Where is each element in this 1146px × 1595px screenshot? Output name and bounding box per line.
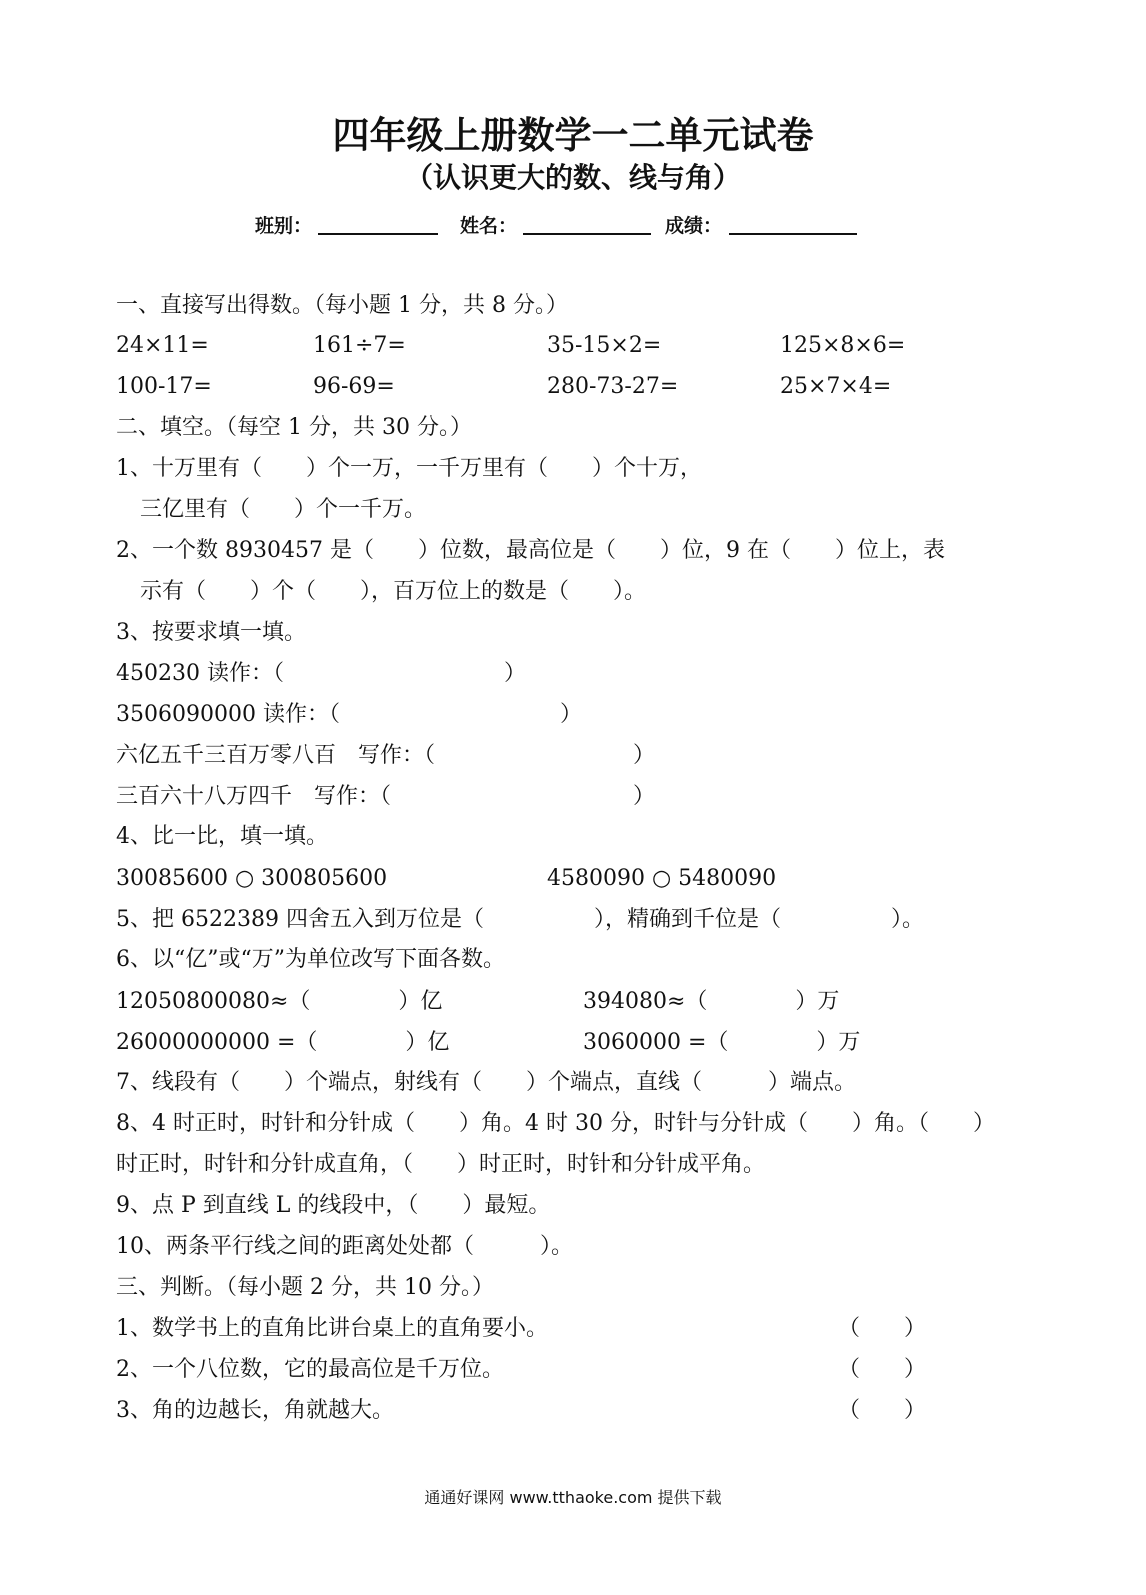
question-3-item-c: 六亿五千三百万零八百 写作：（ ）: [116, 743, 656, 768]
class-field[interactable]: [318, 233, 438, 235]
question-4-item-a: 30085600 ○ 300805600: [116, 866, 388, 891]
footer-credit: 通通好课网 www.tthaoke.com 提供下载: [424, 1488, 722, 1507]
section-1-heading: 一、直接写出得数。（每小题 1 分，共 8 分。）: [116, 293, 568, 318]
question-4: 4、比一比，填一填。: [116, 824, 328, 849]
page-subtitle: （认识更大的数、线与角）: [404, 161, 741, 194]
question-6: 6、以“亿”或“万”为单位改写下面各数。: [116, 947, 505, 972]
calc-item: 25×7×4=: [780, 374, 892, 399]
section-3-heading: 三、判断。（每小题 2 分，共 10 分。）: [116, 1275, 494, 1300]
calc-item: 24×11=: [116, 333, 209, 358]
name-label: 姓名：: [460, 215, 518, 237]
calc-item: 161÷7=: [313, 333, 406, 358]
section-2-heading: 二、填空。（每空 1 分，共 30 分。）: [116, 415, 472, 440]
question-2-line-2: 示有（ ）个（ ），百万位上的数是（ ）。: [140, 579, 647, 604]
calc-item: 35-15×2=: [547, 333, 662, 358]
calc-item: 280-73-27=: [547, 374, 679, 399]
calc-item: 96-69=: [313, 374, 395, 399]
question-6-item-c: 26000000000 =（ ）亿: [116, 1030, 450, 1055]
judge-answer-blank[interactable]: （ ）: [838, 1398, 927, 1423]
question-3-item-d: 三百六十八万四千 写作：（ ）: [116, 784, 656, 809]
calc-item: 100-17=: [116, 374, 212, 399]
score-field[interactable]: [729, 233, 857, 235]
judge-answer-blank[interactable]: （ ）: [838, 1316, 927, 1341]
question-6-item-b: 394080≈（ ）万: [583, 989, 840, 1014]
judge-item: 3、角的边越长，角就越大。: [116, 1398, 394, 1423]
question-8-line-2: 时正时，时针和分针成直角，（ ）时正时，时针和分针成平角。: [116, 1152, 766, 1177]
question-3-item-b: 3506090000 读作：（ ）: [116, 702, 582, 727]
question-10: 10、两条平行线之间的距离处处都（ ）。: [116, 1234, 573, 1259]
question-8-line-1: 8、4 时正时，时针和分针成（ ）角。4 时 30 分，时针与分针成（ ）角。（ ）: [116, 1111, 995, 1136]
question-1-line-2: 三亿里有（ ）个一千万。: [140, 497, 427, 522]
judge-item: 2、一个八位数，它的最高位是千万位。: [116, 1357, 504, 1382]
question-6-item-d: 3060000 =（ ）万: [583, 1030, 861, 1055]
question-5: 5、把 6522389 四舍五入到万位是（ ），精确到千位是（ ）。: [116, 907, 924, 932]
page-title: 四年级上册数学一二单元试卷: [332, 114, 814, 157]
question-6-item-a: 12050800080≈（ ）亿: [116, 989, 443, 1014]
question-9: 9、点 P 到直线 L 的线段中，（ ）最短。: [116, 1193, 551, 1218]
question-7: 7、线段有（ ）个端点，射线有（ ）个端点，直线（ ）端点。: [116, 1070, 856, 1095]
calc-item: 125×8×6=: [780, 333, 906, 358]
question-1-line-1: 1、十万里有（ ）个一万，一千万里有（ ）个十万，: [116, 456, 702, 481]
name-field[interactable]: [523, 233, 651, 235]
judge-item: 1、数学书上的直角比讲台桌上的直角要小。: [116, 1316, 548, 1341]
question-2-line-1: 2、一个数 8930457 是（ ）位数，最高位是（ ）位，9 在（ ）位上，表: [116, 538, 945, 563]
question-4-item-b: 4580090 ○ 5480090: [547, 866, 777, 891]
question-3-item-a: 450230 读作：（ ）: [116, 661, 526, 686]
question-3: 3、按要求填一填。: [116, 620, 306, 645]
judge-answer-blank[interactable]: （ ）: [838, 1357, 927, 1382]
class-label: 班别：: [255, 215, 313, 237]
score-label: 成绩：: [665, 215, 723, 237]
